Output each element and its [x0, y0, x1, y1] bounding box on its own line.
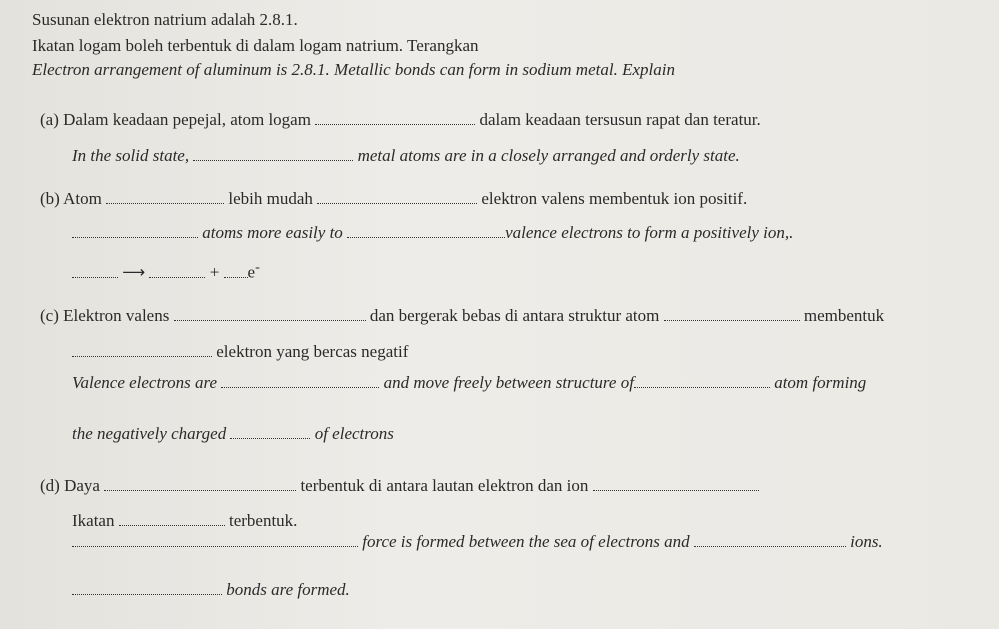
question-c-text-1: Elektron valens [63, 306, 170, 325]
question-c-en-text-4: the negatively charged [72, 424, 227, 443]
question-a-english [72, 146, 740, 166]
question-a-label: (a) [40, 110, 59, 129]
question-c-text-4: elektron yang bercas negatif [216, 342, 409, 361]
question-b-text-1: Atom [63, 189, 102, 208]
question-d-en-blank-2[interactable] [694, 532, 846, 547]
equation-blank-ion[interactable] [149, 263, 205, 278]
question-b-blank-1[interactable] [106, 189, 224, 204]
question-c-malay-2 [72, 342, 408, 362]
equation-blank-atom[interactable] [72, 263, 118, 278]
question-d-malay-1 [40, 476, 759, 496]
question-d-en-text-1: force is formed between the sea of electrons and [362, 532, 690, 551]
question-c-blank-1[interactable] [174, 306, 366, 321]
question-d-blank-2[interactable] [593, 476, 759, 491]
question-d-blank-1[interactable] [104, 476, 296, 491]
question-b-malay [40, 189, 747, 209]
question-a-text-2: dalam keadaan tersusun rapat dan teratur. [479, 110, 761, 129]
question-c-blank-2[interactable] [664, 306, 800, 321]
question-d-text-2: terbentuk di antara lautan elektron dan ion [300, 476, 589, 495]
equation-electron: e [247, 262, 256, 282]
question-b-en-blank-2[interactable] [347, 223, 505, 238]
intro-line-3: Electron arrangement of aluminum is 2.8.1. Metallic bonds can form in sodium metal. Explain [32, 60, 675, 79]
question-b-en-blank-1[interactable] [72, 223, 198, 238]
question-d-label: (d) [40, 476, 60, 495]
question-c-en-text-5: of electrons [314, 424, 394, 443]
question-d-en-text-2: ions. [850, 532, 883, 551]
question-a-en-text-2: metal atoms are in a closely arranged and orderly state. [357, 146, 740, 165]
question-a-malay [40, 110, 761, 130]
question-d-text-4: terbentuk. [228, 511, 298, 530]
question-d-blank-3[interactable] [119, 511, 225, 526]
question-c-en-blank-3[interactable] [230, 424, 310, 439]
question-a-blank-1[interactable] [315, 110, 475, 125]
question-c-en-blank-1[interactable] [221, 373, 379, 388]
question-a-en-blank-1[interactable] [193, 146, 353, 161]
question-c-en-text-1: Valence electrons are [72, 373, 218, 392]
question-d-english-2 [72, 580, 350, 600]
question-c-en-blank-2[interactable] [634, 373, 770, 388]
question-c-blank-3[interactable] [72, 342, 212, 357]
question-d-en-blank-1[interactable] [72, 532, 358, 547]
question-c-english-1 [72, 373, 866, 393]
question-d-text-1: Daya [64, 476, 100, 495]
question-d-english-1 [72, 532, 883, 552]
equation-blank-count[interactable] [224, 263, 248, 278]
question-b-en-text-2: valence electrons to form a positively ion,. [505, 223, 794, 242]
question-a-en-text-1: In the solid state, [72, 146, 190, 165]
question-c-malay-1 [40, 306, 884, 326]
question-a-text-1: Dalam keadaan pepejal, atom logam [63, 110, 311, 129]
question-b-text-2: lebih mudah [228, 189, 313, 208]
question-b-label: (b) [40, 189, 60, 208]
question-d-en-text-3: bonds are formed. [226, 580, 350, 599]
equation-plus: + [209, 262, 220, 282]
question-c-english-2 [72, 424, 394, 444]
equation-electron-charge: - [255, 259, 260, 275]
question-c-text-2: dan bergerak bebas di antara struktur atom [369, 306, 660, 325]
question-b-en-text-1: atoms more easily to [202, 223, 343, 242]
question-d-text-3: Ikatan [72, 511, 115, 530]
question-d-malay-2 [72, 511, 297, 531]
intro-line-2: Ikatan logam boleh terbentuk di dalam logam natrium. Terangkan [32, 36, 479, 55]
question-b-equation [72, 257, 260, 283]
question-b-blank-2[interactable] [317, 189, 477, 204]
question-c-en-text-3: atom forming [774, 373, 867, 392]
question-c-text-3: membentuk [803, 306, 885, 325]
question-c-en-text-2: and move freely between structure of [383, 373, 634, 392]
question-b-text-3: elektron valens membentuk ion positif. [481, 189, 748, 208]
question-b-english [72, 223, 793, 243]
question-d-en-blank-3[interactable] [72, 580, 222, 595]
intro-line-1: Susunan elektron natrium adalah 2.8.1. [32, 10, 298, 29]
reaction-arrow-icon: ⟶ [122, 262, 146, 282]
question-c-label: (c) [40, 306, 59, 325]
